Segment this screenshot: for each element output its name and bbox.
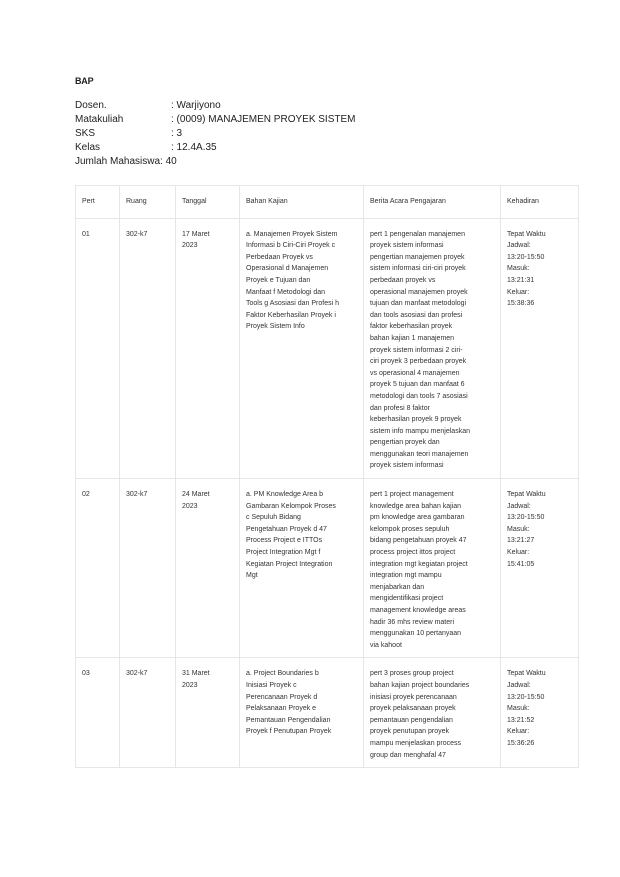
cell-berita-acara xyxy=(364,658,501,768)
cell-berita-acara-line: hadir 36 mhs review materi xyxy=(370,618,455,626)
meta-label: Dosen. xyxy=(75,100,107,111)
cell-bahan-kajian-line: a. Project Boundaries b xyxy=(246,670,319,678)
cell-berita-acara-line: proyek pelaksanaan proyek xyxy=(370,705,456,713)
table-row xyxy=(76,218,579,478)
table-body xyxy=(76,218,579,768)
cell-kehadiran-line: 13:20-15:50 xyxy=(507,253,545,261)
cell-kehadiran-line: Jadwal: xyxy=(507,242,531,250)
cell-kehadiran-line: Masuk: xyxy=(507,525,530,533)
cell-bahan-kajian-line: Inisiasi Proyek c xyxy=(246,681,297,689)
cell-berita-acara-line: proyek penutupan proyek xyxy=(370,728,449,736)
cell-berita-acara-line: process project ittos project xyxy=(370,549,456,557)
meta-value: : 12.4A.35 xyxy=(171,142,217,153)
table-row xyxy=(76,479,579,658)
cell-berita-acara-line: knowledge area bahan kajian xyxy=(370,502,462,510)
cell-berita-acara-line: pemantauan pengendalian xyxy=(370,716,453,724)
cell-berita-acara-line: pert 1 pengenalan manajemen xyxy=(370,230,465,238)
cell-berita-acara-line: sistem informasi ciri-ciri proyek xyxy=(370,265,466,273)
cell-ruang: 302-k7 xyxy=(120,479,176,658)
column-header-bahan-kajian: Bahan Kajian xyxy=(240,186,364,219)
meta-row-matakuliah xyxy=(75,113,356,127)
column-header-ruang: Ruang xyxy=(120,186,176,219)
cell-bahan-kajian-line: Kegiatan Project Integration xyxy=(246,560,333,568)
meta-label: Jumlah Mahasiswa xyxy=(75,156,161,167)
column-header-pert: Pert xyxy=(76,186,120,219)
cell-bahan-kajian-line: Project Integration Mgt f xyxy=(246,549,321,557)
cell-berita-acara-line: inisiasi proyek perencanaan xyxy=(370,693,457,701)
cell-bahan-kajian-line: a. PM Knowledge Area b xyxy=(246,491,324,499)
cell-bahan-kajian xyxy=(240,658,364,768)
cell-bahan-kajian xyxy=(240,479,364,658)
meta-value: : (0009) MANAJEMEN PROYEK SISTEM xyxy=(171,114,356,125)
cell-berita-acara-line: via kahoot xyxy=(370,641,402,649)
cell-bahan-kajian-line: Pelaksanaan Proyek e xyxy=(246,705,317,713)
cell-berita-acara-line: bahan kajian 1 manajemen xyxy=(370,334,455,342)
cell-bahan-kajian-line: c Sepuluh Bidang xyxy=(246,514,301,522)
meta-value: : Warjiyono xyxy=(171,100,221,111)
cell-berita-acara-line: mengidentifikasi project xyxy=(370,595,444,603)
cell-bahan-kajian-line: Manfaat f Metodologi dan xyxy=(246,288,325,296)
cell-berita-acara-line: proyek sistem informasi xyxy=(370,462,444,470)
cell-berita-acara-line: perbedaan proyek vs xyxy=(370,276,436,284)
cell-kehadiran-line: 13:21:27 xyxy=(507,537,535,545)
cell-ruang: 302-k7 xyxy=(120,658,176,768)
cell-bahan-kajian-line: Pengetahuan Proyek d 47 xyxy=(246,525,327,533)
cell-tanggal-line: 17 Maret xyxy=(182,230,210,238)
cell-ruang: 302-k7 xyxy=(120,218,176,478)
cell-kehadiran-line: 13:20-15:50 xyxy=(507,514,545,522)
cell-berita-acara-line: proyek sistem informasi 2 ciri- xyxy=(370,346,463,354)
column-header-kehadiran: Kehadiran xyxy=(501,186,579,219)
cell-berita-acara-line: pengertian proyek dan xyxy=(370,439,440,447)
cell-berita-acara xyxy=(364,218,501,478)
cell-bahan-kajian-line: Proyek f Penutupan Proyek xyxy=(246,728,332,736)
cell-berita-acara-line: metodologi dan tools 7 asosiasi xyxy=(370,392,468,400)
table-row xyxy=(76,658,579,768)
cell-bahan-kajian-line: Process Project e ITTOs xyxy=(246,537,323,545)
cell-berita-acara-line: menggunakan teori manajemen xyxy=(370,450,469,458)
cell-kehadiran-line: Jadwal: xyxy=(507,502,531,510)
cell-bahan-kajian-line: Informasi b Ciri-Ciri Proyek c xyxy=(246,242,336,250)
cell-berita-acara-line: integration mgt mampu xyxy=(370,572,442,580)
cell-kehadiran-line: Tepat Waktu xyxy=(507,670,546,678)
cell-berita-acara-line: management knowledge areas xyxy=(370,607,466,614)
table-header-row xyxy=(76,186,579,219)
cell-tanggal xyxy=(176,479,240,658)
cell-kehadiran-line: 15:41:05 xyxy=(507,560,535,568)
cell-kehadiran xyxy=(501,479,579,658)
cell-pert: 02 xyxy=(76,479,120,658)
meta-row-jumlah-mahasiswa xyxy=(75,155,356,169)
cell-berita-acara-line: ciri proyek 3 perbedaan proyek xyxy=(370,358,467,366)
cell-bahan-kajian-line: Perencanaan Proyek d xyxy=(246,693,318,701)
cell-berita-acara-line: pm knowledge area gambaran xyxy=(370,514,465,522)
cell-kehadiran-line: 15:38:36 xyxy=(507,300,535,308)
meta-value: : 40 xyxy=(160,156,177,167)
meta-label: Matakuliah xyxy=(75,114,124,125)
cell-berita-acara-line: tujuan dan manfaat metodologi xyxy=(370,300,467,308)
cell-bahan-kajian-line: Proyek e Tujuan dan xyxy=(246,276,311,284)
cell-berita-acara-line: pert 1 project management xyxy=(370,491,454,499)
document-title: BAP xyxy=(75,76,94,86)
cell-berita-acara-line: dan tools asosiasi dan profesi xyxy=(370,311,463,319)
cell-tanggal-line: 24 Maret xyxy=(182,491,210,499)
cell-kehadiran-line: 13:20-15:50 xyxy=(507,693,545,701)
cell-bahan-kajian-line: Pemantauan Pengendalian xyxy=(246,716,331,724)
cell-kehadiran xyxy=(501,658,579,768)
cell-tanggal xyxy=(176,658,240,768)
meta-row-dosen xyxy=(75,99,356,113)
cell-berita-acara-line: pengertian manajemen proyek xyxy=(370,253,465,261)
meta-row-kelas xyxy=(75,141,356,155)
cell-kehadiran-line: Keluar: xyxy=(507,549,530,557)
cell-berita-acara-line: bidang pengetahuan proyek 47 xyxy=(370,537,467,545)
cell-berita-acara-line: faktor keberhasilan proyek xyxy=(370,323,453,331)
cell-kehadiran-line: Tepat Waktu xyxy=(507,491,546,499)
cell-berita-acara-line: proyek sistem informasi xyxy=(370,242,444,250)
cell-kehadiran-line: 13:21:52 xyxy=(507,716,535,724)
meta-label: SKS xyxy=(75,128,96,139)
cell-kehadiran-line: Masuk: xyxy=(507,705,530,713)
meta-row-sks xyxy=(75,127,356,141)
cell-berita-acara-line: sistem info mampu menjelaskan xyxy=(370,427,470,435)
cell-bahan-kajian-line: a. Manajemen Proyek Sistem xyxy=(246,230,338,238)
cell-berita-acara-line: proyek 5 tujuan dan manfaat 6 xyxy=(370,381,465,389)
cell-berita-acara-line: menjabarkan dan xyxy=(370,583,425,591)
cell-kehadiran-line: 15:36:26 xyxy=(507,739,535,747)
cell-tanggal-line: 2023 xyxy=(182,242,198,250)
cell-berita-acara-line: dan profesi 8 faktor xyxy=(370,404,430,412)
cell-kehadiran-line: Tepat Waktu xyxy=(507,230,546,238)
cell-tanggal-line: 2023 xyxy=(182,502,198,510)
cell-pert: 03 xyxy=(76,658,120,768)
cell-kehadiran-line: Keluar: xyxy=(507,288,530,296)
meta-label: Kelas xyxy=(75,142,101,153)
cell-berita-acara-line: operasional manajemen proyek xyxy=(370,288,468,296)
column-header-berita-acara: Berita Acara Pengajaran xyxy=(364,186,501,219)
cell-bahan-kajian-line: Gambaran Kelompok Proses xyxy=(246,502,336,510)
cell-kehadiran-line: Jadwal: xyxy=(507,681,531,689)
cell-berita-acara-line: group dan menghafal 47 xyxy=(370,751,446,759)
cell-berita-acara-line: kelompok proses sepuluh xyxy=(370,525,450,533)
course-info xyxy=(75,99,356,169)
cell-bahan-kajian-line: Faktor Keberhasilan Proyek i xyxy=(246,311,336,319)
cell-tanggal-line: 31 Maret xyxy=(182,670,210,678)
cell-berita-acara-line: vs operasional 4 manajemen xyxy=(370,369,460,377)
cell-bahan-kajian-line: Mgt xyxy=(246,572,258,580)
cell-bahan-kajian-line: Perbedaan Proyek vs xyxy=(246,253,313,261)
cell-kehadiran-line: Masuk: xyxy=(507,265,530,273)
bap-table xyxy=(75,185,579,768)
meta-value: : 3 xyxy=(171,128,183,139)
cell-kehadiran xyxy=(501,218,579,478)
cell-kehadiran-line: Keluar: xyxy=(507,728,530,736)
column-header-tanggal: Tanggal xyxy=(176,186,240,219)
cell-berita-acara-line: pert 3 proses group project xyxy=(370,670,454,678)
cell-berita-acara xyxy=(364,479,501,658)
cell-tanggal-line: 2023 xyxy=(182,681,198,689)
cell-kehadiran-line: 13:21:31 xyxy=(507,276,535,284)
cell-tanggal xyxy=(176,218,240,478)
cell-berita-acara-line: integration mgt kegiatan project xyxy=(370,560,468,568)
cell-bahan-kajian-line: Tools g Asosiasi dan Profesi h xyxy=(246,300,339,308)
cell-berita-acara-line: keberhasilan proyek 9 proyek xyxy=(370,416,462,424)
cell-bahan-kajian-line: Proyek Sistem Info xyxy=(246,323,305,331)
cell-berita-acara-line: bahan kajian project boundaries xyxy=(370,681,470,689)
cell-berita-acara-line: menggunakan 10 pertanyaan xyxy=(370,630,462,638)
cell-bahan-kajian-line: Operasional d Manajemen xyxy=(246,265,329,273)
cell-bahan-kajian xyxy=(240,218,364,478)
cell-berita-acara-line: mampu menjelaskan process xyxy=(370,739,462,747)
cell-pert: 01 xyxy=(76,218,120,478)
